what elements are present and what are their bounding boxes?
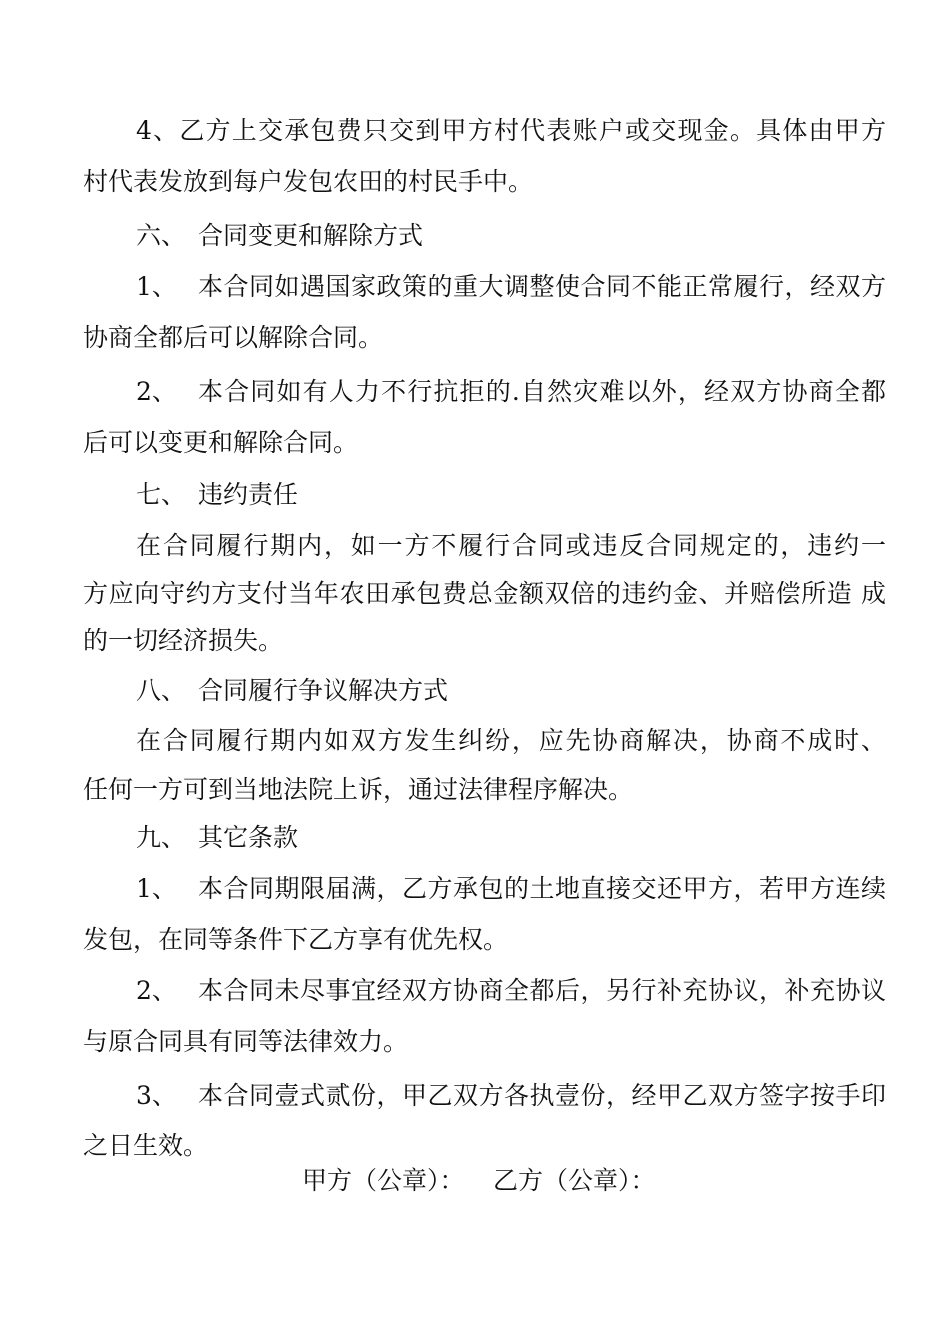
section-number: 九、 <box>136 823 187 852</box>
line-text: 村代表发放到每户发包农田的村民手中。 <box>83 167 534 196</box>
line-text: 发包，在同等条件下乙方享有优先权。 <box>83 925 509 954</box>
line-text: 之日生效。 <box>83 1131 209 1160</box>
section-title: 合同履行争议解决方式 <box>198 676 449 705</box>
section-number: 七、 <box>136 480 187 509</box>
section-title: 其它条款 <box>198 823 299 852</box>
line-text: 在合同履行期内，如一方不履行合同或违反合同规定的，违约一 <box>136 531 886 560</box>
line-text: 的一切经济损失。 <box>83 626 284 655</box>
clause-text: 本合同如遇国家政策的重大调整使合同不能正常履行，经双方 <box>198 272 886 301</box>
clause-text: 本合同壹式贰份，甲乙双方各执壹份，经甲乙双方签字按手印 <box>198 1081 886 1110</box>
clause-number: 1、 <box>136 874 177 903</box>
party-a-seal: 甲方（公章）： <box>302 1166 465 1195</box>
clause-text: 本合同期限届满，乙方承包的土地直接交还甲方，若甲方连续 <box>198 874 886 903</box>
party-b-seal: 乙方（公章）： <box>493 1166 656 1195</box>
section-title: 合同变更和解除方式 <box>198 221 424 250</box>
line-text: 与原合同具有同等法律效力。 <box>83 1027 409 1056</box>
clause-number: 2、 <box>136 377 177 406</box>
section-number: 八、 <box>136 676 187 705</box>
clause-text: 本合同如有人力不行抗拒的.自然灾难以外，经双方协商全都 <box>198 377 886 406</box>
clause-number: 1、 <box>136 272 177 301</box>
clause-text: 本合同未尽事宜经双方协商全都后，另行补充协议，补充协议 <box>198 976 886 1005</box>
line-text: 在合同履行期内如双方发生纠纷，应先协商解决，协商不成时、 <box>136 726 886 755</box>
section-number: 六、 <box>136 221 187 250</box>
line-text: 任何一方可到当地法院上诉，通过法律程序解决。 <box>83 775 634 804</box>
line-text: 方应向守约方支付当年农田承包费总金额双倍的违约金、并赔偿所造 成 <box>83 579 886 608</box>
line-text: 4、乙方上交承包费只交到甲方村代表账户或交现金。具体由甲方 <box>136 116 886 145</box>
line-text: 后可以变更和解除合同。 <box>83 428 359 457</box>
line-text: 协商全都后可以解除合同。 <box>83 323 384 352</box>
section-title: 违约责任 <box>198 480 299 509</box>
clause-number: 2、 <box>136 976 177 1005</box>
clause-number: 3、 <box>136 1081 177 1110</box>
